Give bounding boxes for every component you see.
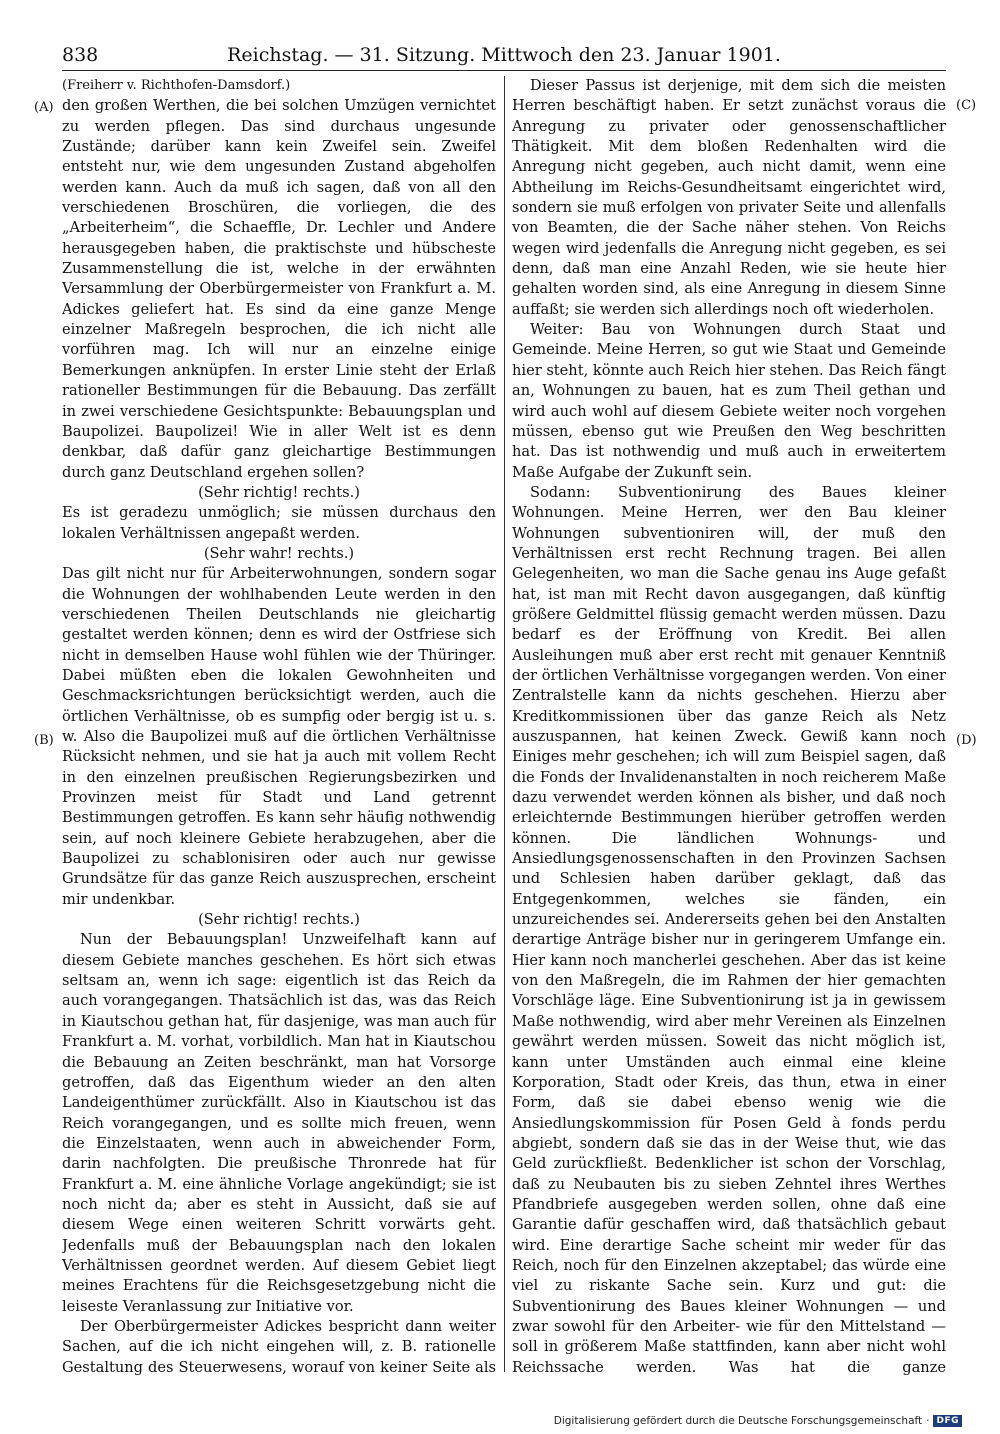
margin-mark-c: (C) [956, 98, 977, 113]
right-column [512, 76, 946, 1376]
paragraph: Das gilt nicht nur für Arbeiterwohnungen, sondern sogar die Wohnungen der wohlhabenden Leute werden in den verschiedenen Theilen Deutschlands nie gleichartig gestaltet werden können; denn es wird der Ostfriese sich nicht in demselben Hause wohl fühlen wie der Thüringer. Dabei müßten eben die lokalen Gewohnheiten und Geschmacksrichtungen berücksichtigt werden, auch die örtlichen Verhältnisse, ob es sumpfig oder bergig ist u. s. w. Also die Baupolizei muß auf die örtlichen Verhältnisse Rücksicht nehmen, und sie hat ja auch mit vollem Recht in den einzelnen preußischen Regierungsbezirken und Provinzen meist für Stadt und Land getrennt Bestimmungen getroffen. Es kann sehr häufig nothwendig sein, auf noch kleinere Gebiete herabzugehen, aber die Baupolizei zu schablonisiren oder auch nur gewisse Grundsätze für das ganze Reich auszusprechen, erscheint mir undenkbar. [62, 565, 496, 908]
credit-separator: · [926, 1415, 930, 1427]
interjection: (Sehr wahr! rechts.) [203, 544, 355, 562]
column-divider [504, 76, 505, 1372]
running-head: Reichstag. — 31. Sitzung. Mittwoch den 23. Januar 1901. [227, 44, 781, 66]
paragraph: Nun der Bebauungsplan! Unzweifelhaft kann auf diesem Gebiete manches geschehen. Es hört sich etwas seltsam an, wenn ich sage: eigentlich ist das Reich da auch vorangegangen. Thatsächlich ist das, was das Reich in Kiautschou gethan hat, für dasjenige, was man auch für Frankfurt a. M. vorhat, vorbildlich. Man hat in Kiautschou die Bebauung an Zeiten beschränkt, man hat Vorsorge getroffen, daß das Eigenthum wieder an den alten Landeigenthümer zurückfällt. Also in Kiautschou ist das Reich vorangegangen, und es sollte mich freuen, wenn die Einzelstaaten, wenn auch in abweichender Form, darin nachfolgten. Die preußische Thronrede hat für Frankfurt a. M. eine ähnliche Vorlage angekündigt; sie ist noch nicht da; aber es steht in Aussicht, daß sie auf diesem Wege einen weiteren Schritt vorwärts geht. Jedenfalls muß der Bebauungsplan nach den lokalen Verhältnissen geordnet werden. Auf diesem Gebiet liegt meines Erachtens für die Reichsgesetzgebung nicht die leiseste Veranlassung zur Initiative vor. [62, 931, 496, 1315]
paragraph: Der Oberbürgermeister Adickes bespricht dann weiter Sachen, auf die ich nicht eingehen will, z. B. rationelle Gestaltung des Steuerwesens, worauf von keiner Seite als [62, 1317, 496, 1376]
left-column [62, 76, 496, 1376]
speaker-attribution: (Freiherr v. Richthofen-Damsdorf.) [62, 78, 291, 93]
margin-mark-a: (A) [34, 100, 54, 115]
paragraph: Dieser Passus ist derjenige, mit dem sich die meisten Herren beschäftigt haben. Er setzt zunächst voraus die Anregung zu privater oder genossenschaftlicher Thätigkeit. Mit dem bloßen Redenhalten wird die Anregung nicht gegeben, auch nicht damit, wenn eine Abtheilung im Reichs-Gesundheitsamt eingerichtet wird, sondern sie muß erfolgen von privater Seite und allenfalls von Beamten, die der Sache näher stehen. Von Reichs wegen wird jedenfalls die Anregung nicht gegeben, es sei denn, daß man eine Anzahl Reden, wie sie heute hier gehalten worden sind, als eine Anregung in diesem Sinne auffaßt; sie werden sich allerdings noch oft wiederholen. [512, 77, 946, 318]
paragraph: Weiter: Bau von Wohnungen durch Staat und Gemeinde. Meine Herren, so gut wie Staat und Gemeinde hier steht, könnte auch Reich hier stehen. Das Reich fängt an, Wohnungen zu bauen, hat es zum Theil gethan und wird auch wohl auf diesem Gebiete weiter noch vorgehen müssen, ebenso gut wie Preußen den Weg beschritten hat. Das ist nothwendig und muß auch in erweitertem Maße Aufgabe der Zukunft sein. [512, 321, 946, 481]
dfg-logo-icon: DFG [933, 1415, 962, 1427]
digitization-credit [554, 1415, 962, 1427]
interjection: (Sehr richtig! rechts.) [198, 483, 360, 501]
paragraph: den großen Werthen, die bei solchen Umzügen vernichtet zu werden pflegen. Das sind durchaus ungesunde Zustände; darüber kann kein Zweifel sein. Zweifel entsteht nur, wie dem ungesunden Zustand abgeholfen werden kann. Auch da muß ich sagen, daß von all den verschiedenen Broschüren, die vorliegen, die des „Arbeiterheim“, die Schaeffle, Dr. Lechler und Andere herausgegeben haben, die praktischste und hübscheste Zusammenstellung die ist, welche in der erwähnten Versammlung der Oberbürgermeister von Frankfurt a. M. Adickes geliefert hat. Es sind da eine ganze Menge einzelner Maßregeln besprochen, die ich nicht alle vorführen mag. Ich will nur an einzelne einige Bemerkungen anknüpfen. In erster Linie steht der Erlaß rationeller Bestimmungen für die Bebauung. Das zerfällt in zwei verschiedene Gesichtspunkte: Bebauungsplan und Baupolizei. Baupolizei! Wie in aller Welt ist es denn denkbar, daß dafür ganz gleichartige Bestimmungen durch ganz Deutschland ergehen sollen? [62, 97, 496, 481]
margin-mark-d: (D) [956, 733, 977, 748]
margin-mark-b: (B) [34, 733, 54, 748]
paragraph: Es ist geradezu unmöglich; sie müssen durchaus den lokalen Verhältnissen angepaßt werden. [62, 504, 496, 542]
page-header [62, 40, 946, 71]
credit-text: Digitalisierung gefördert durch die Deutsche Forschungsgemeinschaft [553, 1415, 923, 1427]
interjection: (Sehr richtig! rechts.) [198, 911, 360, 929]
paragraph: Sodann: Subventionirung des Baues kleiner Wohnungen. Meine Herren, wer den Bau kleiner Wohnungen subventioniren will, der muß den Verhältnissen erst recht Rechnung tragen. Bei allen Gelegenheiten, wo man die Sache genau ins Auge gefaßt hat, ist man mit Recht davon ausgegangen, daß künftig größere Geldmittel flüssig gemacht werden müssen. Dazu bedarf es der Eröffnung von Kredit. Bei allen Ausleihungen muß aber erst recht mit genauer Kenntniß der örtlichen Verhältnisse vorgegangen werden. Von einer Zentralstelle kann da nichts geschehen. Hierzu aber Kreditkommissionen über das ganze Reich als Netz auszuspannen, hat keinen Zweck. Gewiß kann noch Einiges mehr geschehen; ich will zum Beispiel sagen, daß die Fonds der Invalidenanstalten in noch reicherem Maße dazu verwendet werden können als bisher, und daß noch erleichternde Bestimmungen hierüber getroffen werden können. Die ländlichen Wohnungs- und Ansiedlungsgenossenschaften in den Provinzen Sachsen und Schlesien haben darüber geklagt, daß das Entgegenkommen, welches sie fänden, ein unzureichendes sei. Andererseits gehen bei den Anstalten derartige Anträge bisher nur in geringerem Umfange ein. Hier kann noch mancherlei geschehen. Aber das ist keine von den Maßregeln, die im Rahmen der hier gemachten Vorschläge läge. Eine Subventionirung ist ja in gewissem Maße nothwendig, wird aber mehr Vereinen als Einzelnen gewährt werden müssen. Soweit das nicht möglich ist, kann unter Umständen auch einmal eine kleine Korporation, Stadt oder Kreis, das thun, etwa in einer Form, daß sie dabei ebenso wenig wie die Ansiedlungskommission für Posen Geld à fonds perdu abgiebt, sondern daß sie das in der Weise thut, wie das Geld zurückfließt. Bedenklicher ist schon der Vorschlag, daß zu Neubauten bis zu sieben Zehntel ihres Werthes Pfandbriefe ausgegeben werden sollen, ohne daß eine Garantie dafür geschaffen wird, daß thatsächlich gebaut wird. Eine derartige Sache scheint mir weder für das Reich, noch für den Einzelnen akzeptabel; das würde eine viel zu riskante Sache sein. Kurz und gut: die Subventionirung des Baues kleiner Wohnungen — und zwar sowohl für den Arbeiter- wie für den Mittelstand — soll in größerem Maße stattfinden, kann aber nicht wohl Reichssache werden. Was hat die ganze [512, 483, 946, 1376]
page-number: 838 [62, 44, 99, 66]
